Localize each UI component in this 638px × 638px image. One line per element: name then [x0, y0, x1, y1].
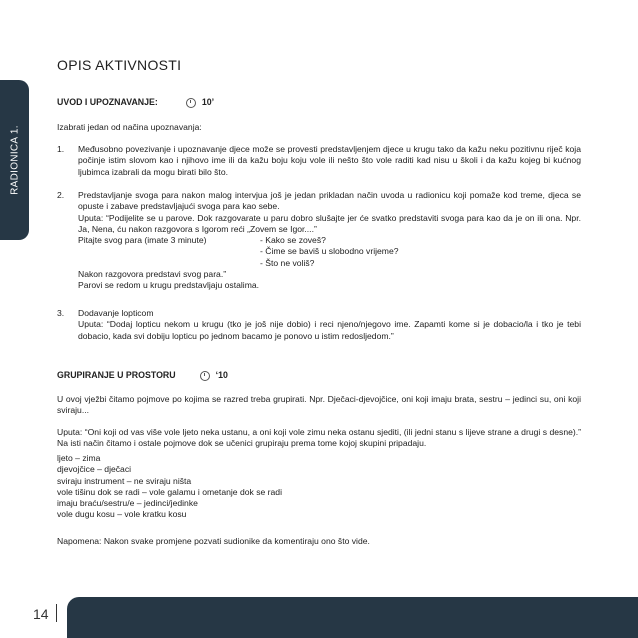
- list-item-text: Predstavljanje svoga para nakon malog intervjua još je jedan prikladan način uvoda u radionicu koji pomaže kod treme, djeca se opuste i zabave predstavljajući svoga para kao sebe.: [78, 190, 581, 212]
- grupiranje-heading-row: [57, 370, 228, 381]
- list-item-number: 2.: [57, 190, 65, 200]
- grupiranje-line: sviraju instrument – ne sviraju ništa: [57, 475, 192, 486]
- list-item-number: 1.: [57, 144, 65, 154]
- clock-icon: [186, 98, 196, 108]
- question-line: - Kako se zoveš?: [260, 235, 326, 246]
- pitajte-text: Pitajte svog para (imate 3 minute): [78, 235, 207, 246]
- list-item-uputa: Uputa: “Dodaj lopticu nekom u krugu (tko je još nije dobio) i reci njeno/njegovo ime. Zapamti kome si je dobacio/la i tko je tebi dobacio, kada svi dobiju lopticu po jednom bacamo je ponovo u istim redosljedom.”: [78, 319, 581, 341]
- question-line: - Što ne voliš?: [260, 257, 315, 268]
- list-item-2: [57, 190, 581, 292]
- grupiranje-line: ljeto – zima: [57, 453, 101, 463]
- question-line: - Čime se baviš u slobodno vrijeme?: [260, 246, 399, 257]
- uvod-heading-row: [57, 97, 214, 108]
- uvod-time: 10’: [201, 97, 215, 107]
- footer-bar: [67, 597, 638, 638]
- after-text-1: Nakon razgovora predstavi svog para.”: [78, 269, 227, 280]
- list-item-text: Međusobno povezivanje i upoznavanje djece može se provesti predstavljenjem djece u krugu tako da kažu neku pozitivnu riječ koja počinje istim slovom kao i njihovo ime ili da kažu boju koju vole ili nešto što vole raditi kad nisu u školi i da kažu kojeg bi kućnog ljubimca izabrali da mogu birati bilo što.: [78, 144, 581, 177]
- list-item-3: [57, 308, 581, 342]
- page-title: OPIS AKTIVNOSTI: [57, 57, 182, 73]
- grupiranje-paragraph-2: Uputa: “Oni koji od vas više vole ljeto neka ustanu, a oni koji vole zimu neka ostanu sjediti, (ili jedni stanu s lijeve strane a drugi s desne).” Na isti način čitamo i ostale pojmove dok se učenici grupiraju prema tome kojoj skupini pripadaju.: [57, 427, 581, 449]
- list-item-text: Dodavanje lopticom: [78, 308, 154, 318]
- grupiranje-line: vole tišinu dok se radi – vole galamu i ometanje dok se radi: [57, 486, 282, 497]
- chapter-side-tab-label: RADIONICA 1.: [9, 125, 20, 195]
- grupiranje-line: vole dugu kosu – vole kratku kosu: [57, 509, 187, 520]
- page-number: 14: [33, 606, 49, 622]
- uvod-heading: UVOD I UPOZNAVANJE:: [57, 97, 158, 107]
- list-item-1: [57, 144, 581, 178]
- grupiranje-list: [57, 453, 581, 521]
- grupiranje-time: ‘10: [215, 370, 228, 380]
- grupiranje-line: imaju braću/sestru/e – jedinci/jedinke: [57, 498, 198, 509]
- after-text-2: Parovi se redom u krugu predstavljaju ostalima.: [78, 280, 260, 291]
- grupiranje-note: Napomena: Nakon svake promjene pozvati sudionike da komentiraju ono što vide.: [57, 536, 370, 546]
- clock-icon: [200, 371, 210, 381]
- page-number-separator: [56, 604, 57, 622]
- grupiranje-line: djevojčice – dječaci: [57, 464, 132, 475]
- grupiranje-heading: GRUPIRANJE U PROSTORU: [57, 370, 176, 380]
- list-item-number: 3.: [57, 308, 65, 318]
- grupiranje-paragraph-1: U ovoj vježbi čitamo pojmove po kojima se razred treba grupirati. Npr. Dječaci-djevojčice, oni koji imaju brata, sestru – jedinci su, oni koji sviraju...: [57, 394, 581, 416]
- list-item-uputa: Uputa: “Podijelite se u parove. Dok razgovarate u paru dobro slušajte jer će svatko predstaviti svoga para kao da je on ili ona. Npr. Ja, Nena, ću nakon razgovora s Igorom reći „Zovem se Igor....”: [78, 212, 581, 234]
- uvod-intro: Izabrati jedan od načina upoznavanja:: [57, 122, 202, 132]
- chapter-side-tab: [0, 80, 29, 240]
